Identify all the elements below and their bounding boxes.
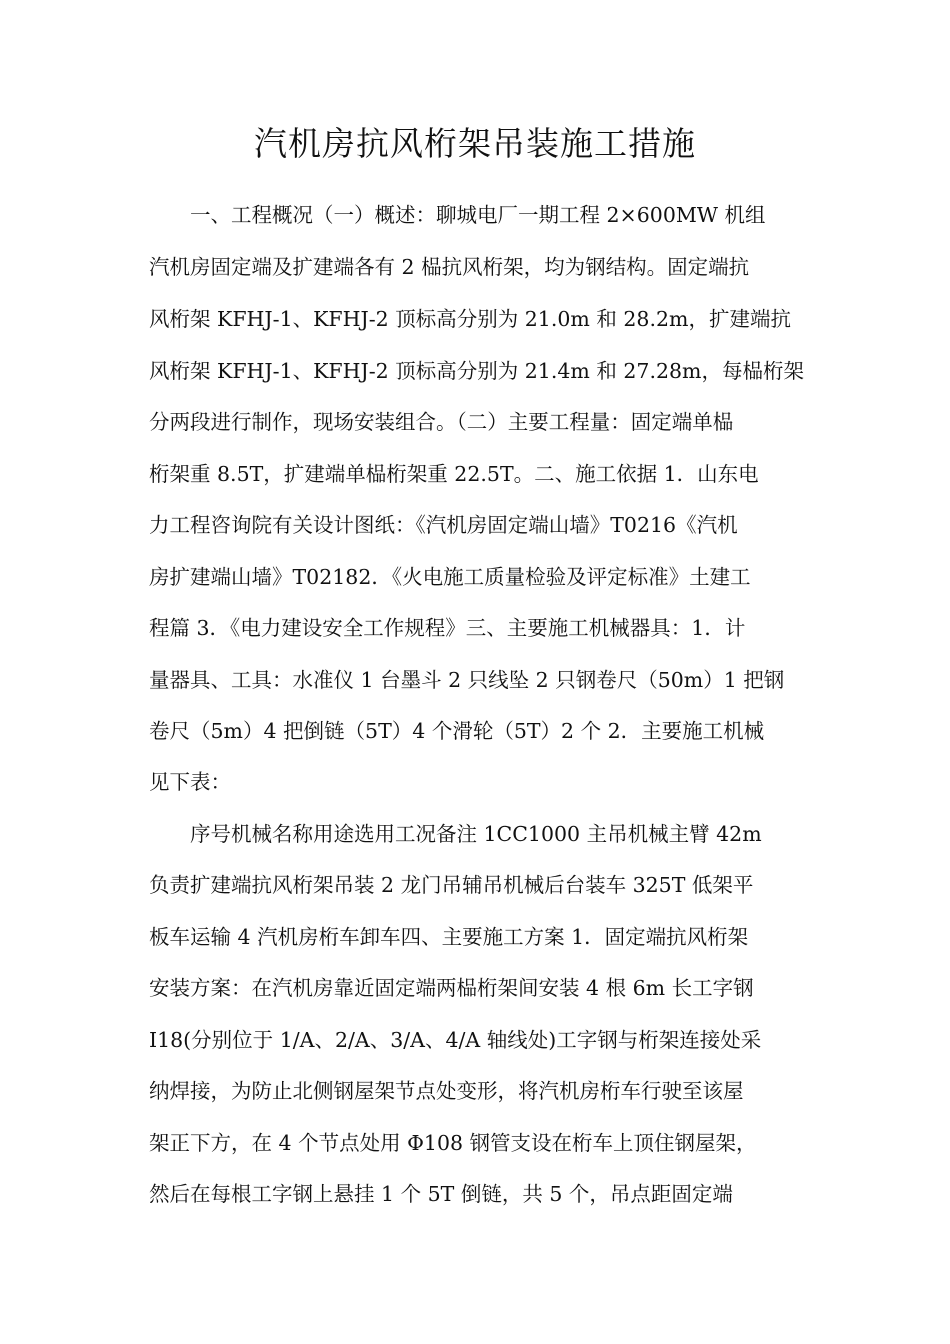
text-line: 负责扩建端抗风桁架吊装 2 龙门吊辅吊机械后台装车 325T 低架平 bbox=[149, 873, 754, 897]
text-line: 程篇 3．《电力建设安全工作规程》三、主要施工机械器具：1．计 bbox=[149, 616, 746, 640]
text-line: 力工程咨询院有关设计图纸：《汽机房固定端山墙》T0216《汽机 bbox=[149, 513, 738, 537]
text-line: 序号机械名称用途选用工况备注 1CC1000 主吊机械主臂 42m bbox=[149, 822, 762, 846]
text-line: 架正下方，在 4 个节点处用 Φ108 钢管支设在桁车上顶住钢屋架， bbox=[149, 1131, 757, 1155]
text-line: 一、工程概况（一）概述：聊城电厂一期工程 2×600MW 机组 bbox=[149, 203, 766, 227]
text-line: 桁架重 8.5T，扩建端单榀桁架重 22.5T。二、施工依据 1．山东电 bbox=[149, 462, 759, 486]
text-line: 风桁架 KFHJ-1、KFHJ-2 顶标高分别为 21.0m 和 28.2m，扩建端抗 bbox=[149, 307, 791, 331]
text-line: 安装方案：在汽机房靠近固定端两榀桁架间安装 4 根 6m 长工字钢 bbox=[149, 976, 754, 1000]
text-line: 纳焊接，为防止北侧钢屋架节点处变形，将汽机房桁车行驶至该屋 bbox=[149, 1079, 744, 1103]
text-line: I18(分别位于 1/A、2/A、3/A、4/A 轴线处)工字钢与桁架连接处采 bbox=[149, 1028, 762, 1052]
text-line: 量器具、工具：水准仪 1 台墨斗 2 只线坠 2 只钢卷尺（50m）1 把钢 bbox=[149, 668, 785, 692]
document-title: 汽机房抗风桁架吊装施工措施 bbox=[254, 124, 696, 163]
text-line: 汽机房固定端及扩建端各有 2 榀抗风桁架，均为钢结构。固定端抗 bbox=[149, 255, 750, 279]
text-line: 分两段进行制作，现场安装组合。（二）主要工程量：固定端单榀 bbox=[149, 410, 734, 434]
text-line: 板车运输 4 汽机房桁车卸车四、主要施工方案 1．固定端抗风桁架 bbox=[149, 925, 749, 949]
text-line: 房扩建端山墙》T02182．《火电施工质量检验及评定标准》土建工 bbox=[149, 565, 751, 589]
text-line: 风桁架 KFHJ-1、KFHJ-2 顶标高分别为 21.4m 和 27.28m，每榀桁架 bbox=[149, 359, 804, 383]
text-line: 然后在每根工字钢上悬挂 1 个 5T 倒链，共 5 个，吊点距固定端 bbox=[149, 1182, 733, 1206]
text-line: 卷尺（5m）4 把倒链（5T）4 个滑轮（5T）2 个 2．主要施工机械 bbox=[149, 719, 765, 743]
text-line: 见下表： bbox=[149, 770, 231, 794]
